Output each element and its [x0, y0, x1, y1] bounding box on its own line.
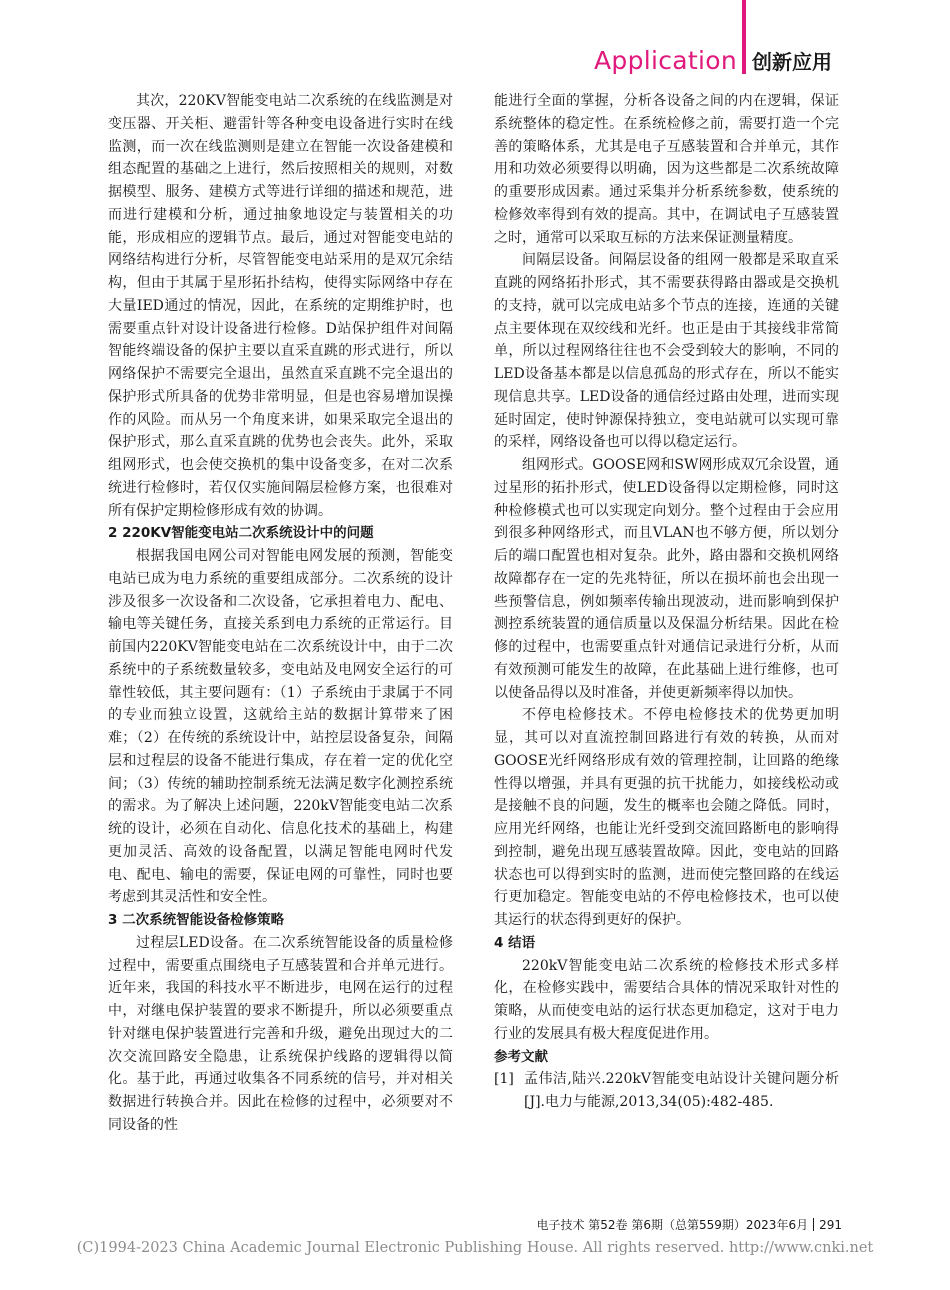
section-heading-3: 3 二次系统智能设备检修策略	[108, 912, 285, 928]
page-footer	[536, 1216, 842, 1233]
paragraph: 过程层LED设备。在二次系统智能设备的质量检修过程中，需要重点围绕电子互感装置和合并单元进行。近年来，我国的科技水平不断进步，电网在运行的过程中，对继电保护装置的要求不断提升，所以必须要重点针对继电保护装置进行完善和升级，避免出现过大的二次交流回路安全隐患，让系统保护线路的逻辑得以简化。基于此，再通过收集各不同系统的信号，并对相关数据进行转换合并。因此在检修的过程中，必须要对不同设备的性	[108, 934, 453, 1133]
paragraph: 其次，220KV智能变电站二次系统的在线监测是对变压器、开关柜、避雷针等各种变电设备进行实时在线监测，而一次在线监测则是建立在智能一次设备建模和组态配置的基础之上进行，然后按照相关的规则，对数据模型、服务、建模方式等进行详细的描述和规范，进而进行建模和分析，通过抽象地设定与装置相关的功能，形成相应的逻辑节点。最后，通过对智能变电站的网络结构进行分析，尽管智能变电站采用的是双冗余结构，但由于其属于星形拓扑结构，使得实际网络中存在大量IED通过的情况，因此，在系统的定期维护时，也需要重点针对设计设备进行检修。D站保护组件对间隔智能终端设备的保护主要以直采直跳的形式进行，所以网络保护不需要完全退出，虽然直采直跳不完全退出的保护形式所具备的优势非常明显，但是也容易增加误操作的风险。而从另一个角度来讲，如果采取完全退出的保护形式，那么直采直跳的优势也会丧失。此外，采取组网形式，也会使交换机的集中设备变多，在对二次系统进行检修时，若仅仅实施间隔层检修方案，也很难对所有保护定期检修形成有效的协调。	[108, 93, 453, 519]
page-number: 291	[819, 1218, 842, 1232]
paragraph: 220kV智能变电站二次系统的检修技术形式多样化，在检修实践中，需要结合具体的情况采取针对性的策略，从而使变电站的运行状态更加稳定，这对于电力行业的发展具有极大程度促进作用。	[494, 957, 839, 1042]
section-heading-4: 4 结语	[494, 934, 536, 951]
paragraph: 不停电检修技术。不停电检修技术的优势更加明显，其可以对直流控制回路进行有效的转换，从而对GOOSE光纤网络形成有效的管理控制，让回路的绝缘性得以增强，并具有更强的抗干扰能力，如接线松动或是接触不良的问题，发生的概率也会随之降低。同时，应用光纤网络，也能让光纤受到交流回路断电的影响得到控制，避免出现互感装置故障。因此，变电站的回路状态也可以得到实时的监测，进而使完整回路的在线运行更加稳定。智能变电站的不停电检修技术，也可以使其运行的状态得到更好的保护。	[494, 707, 839, 928]
reference-item	[494, 1068, 839, 1114]
copyright-watermark: (C)1994-2023 China Academic Journal Electronic Publishing House. All rights reserved. http://www.cnki.net	[76, 1240, 874, 1256]
references-heading: 参考文献	[494, 1048, 548, 1065]
paragraph: 组网形式。GOOSE网和SW网形成双冗余设置，通过星形的拓扑形式，使LED设备得以定期检修，同时这种检修模式也可以实现定向划分。整个过程由于会应用到很多种网络形式，而且VLAN也不够方便，所以划分后的端口配置也相对复杂。此外，路由器和交换机网络故障都存在一定的先兆特征，所以在损坏前也会出现一些预警信息，例如频率传输出现波动，进而影响到保护测控系统装置的通信质量以及保温分析结果。因此在检修的过程中，也需要重点针对通信记录进行分析，从而有效预测可能发生的故障，在此基础上进行维修，也可以使备品得以及时准备，并使更新频率得以加快。	[494, 457, 839, 701]
paragraph: 间隔层设备。间隔层设备的组网一般都是采取直采直跳的网络拓扑形式，其不需要获得路由器或是交换机的支持，就可以完成电站多个节点的连接，连通的关键点主要体现在双绞线和光纤。也正是由于其接线非常简单，所以过程网络往往也不会受到较大的影响，不同的LED设备基本都是以信息孤岛的形式存在，所以不能实现信息共享。LED设备的通信经过路由处理，进而实现延时固定，使时钟源保持独立，变电站就可以实现可靠的采样，网络设备也可以得以稳定运行。	[494, 252, 839, 451]
reference-number: [1]	[494, 1071, 514, 1088]
journal-info: 电子技术 第52卷 第6期（总第559期）2023年6月	[536, 1218, 809, 1232]
paragraph: 根据我国电网公司对智能电网发展的预测，智能变电站已成为电力系统的重要组成部分。二次系统的设计涉及很多一次设备和二次设备，它承担着电力、配电、输电等关键任务，直接关系到电力系统的正常运行。目前国内220KV智能变电站在二次系统设计中，由于二次系统中的子系统数量较多，变电站及电网安全运行的可靠性较低，其主要问题有：（1）子系统由于隶属于不同的专业而独立设置，这就给主站的数据计算带来了困难；（2）在传统的系统设计中，站控层设备复杂，间隔层和过程层的设备不能进行集成，存在着一定的优化空间；（3）传统的辅助控制系统无法满足数字化测控系统的需求。为了解决上述问题，220kV智能变电站二次系统的设计，必须在自动化、信息化技术的基础上，构建更加灵活、高效的设备配置，以满足智能电网时代发电、配电、输电的需要，保证电网的可靠性，同时也要考虑到其灵活性和安全性。	[108, 548, 453, 906]
header-accent-bar	[742, 0, 746, 74]
left-column	[108, 90, 453, 1137]
header-chinese-title: 创新应用	[752, 50, 832, 74]
right-column	[494, 90, 839, 1114]
footer-divider	[813, 1218, 814, 1231]
header-english-title: Application	[594, 46, 737, 75]
reference-text: 孟伟洁,陆兴.220kV智能变电站设计关键问题分析[J].电力与能源,2013,34(05):482-485.	[524, 1071, 839, 1110]
section-heading-2: 2 220KV智能变电站二次系统设计中的问题	[108, 525, 374, 542]
paragraph: 能进行全面的掌握，分析各设备之间的内在逻辑，保证系统整体的稳定性。在系统检修之前，需要打造一个完善的策略体系，尤其是电子互感装置和合并单元，其作用和功效必须要得以明确，因为这些都是二次系统故障的重要形成因素。通过采集并分析系统参数，使系统的检修效率得到有效的提高。其中，在调试电子互感装置之时，通常可以采取互标的方法来保证测量精度。	[494, 93, 839, 246]
